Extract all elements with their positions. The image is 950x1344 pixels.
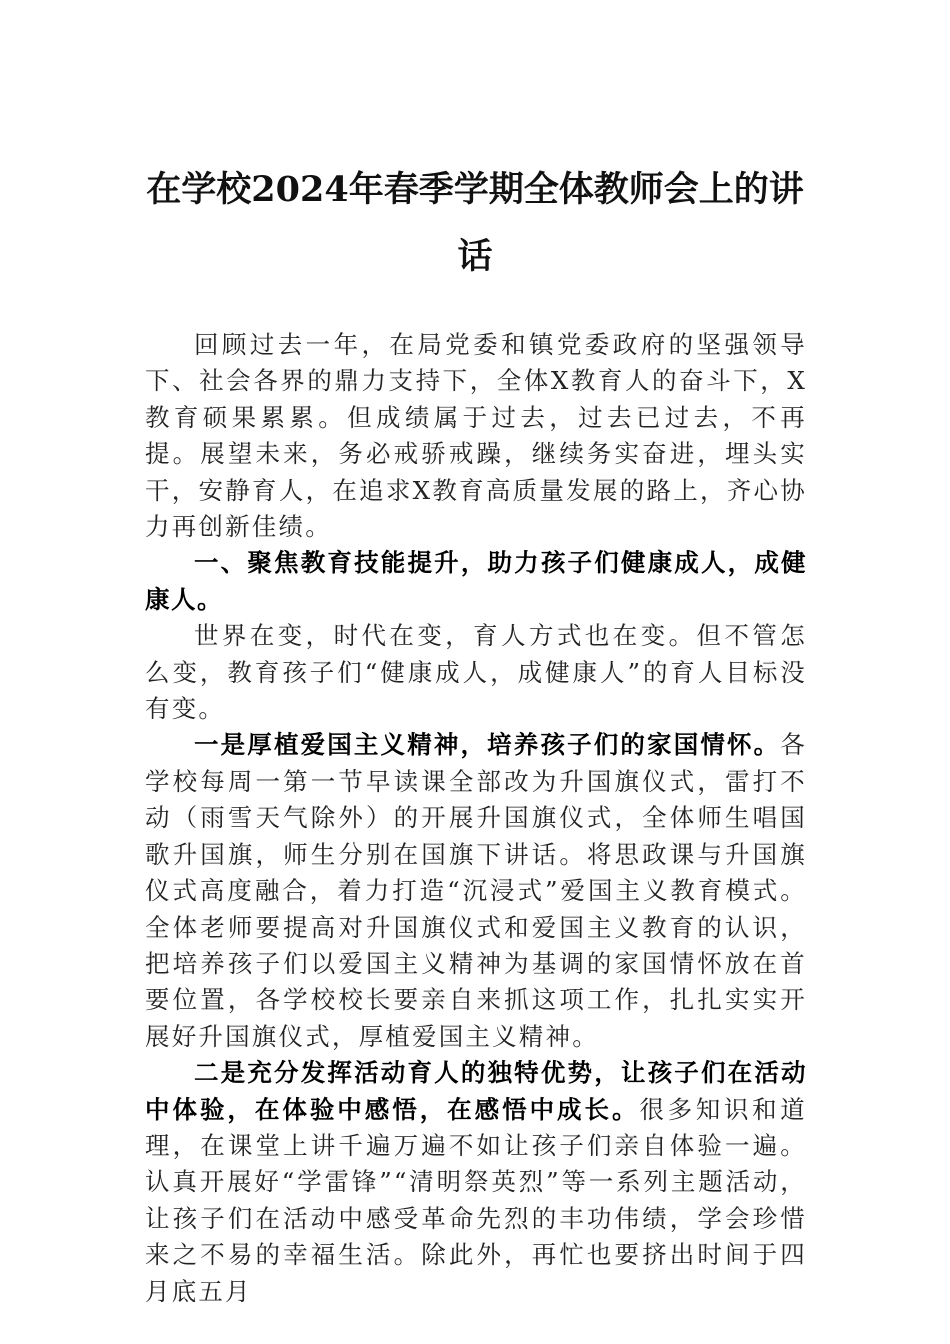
section-heading xyxy=(145,545,807,618)
document-body xyxy=(145,327,807,1310)
paragraph-text: 世界在变，时代在变，育人方式也在变。但不管怎么变，教育孩子们“健康成人，成健康人”的育人目标没有变。 xyxy=(145,621,807,724)
heading-text: 一、聚焦教育技能提升，助力孩子们健康成人，成健康人。 xyxy=(145,548,807,614)
section-intro-paragraph xyxy=(145,618,807,727)
point-two-lead: 二是充分发挥活动育人的独特优势，让孩子们在活动中体验，在体验中感悟，在感悟中成长。 xyxy=(145,1058,807,1124)
point-two-paragraph xyxy=(145,1055,807,1310)
intro-paragraph xyxy=(145,327,807,545)
point-one-paragraph xyxy=(145,727,807,1055)
point-one-lead: 一是厚植爱国主义精神，培养孩子们的家国情怀。 xyxy=(194,730,781,760)
paragraph-text: 各学校每周一第一节早读课全部改为升国旗仪式，雷打不动（雨雪天气除外）的开展升国旗仪式，全体师生唱国歌升国旗，师生分别在国旗下讲话。将思政课与升国旗仪式高度融合，着力打造“沉浸式”爱国主义教育模式。全体老师要提高对升国旗仪式和爱国主义教育的认识，把培养孩子们以爱国主义精神为基调的家国情怀放在首要位置，各学校校长要亲自来抓这项工作，扎扎实实开展好升国旗仪式，厚植爱国主义精神。 xyxy=(145,730,807,1051)
paragraph-text: 回顾过去一年，在局党委和镇党委政府的坚强领导下、社会各界的鼎力支持下，全体X教育人的奋斗下，X教育硕果累累。但成绩属于过去，过去已过去，不再提。展望未来，务必戒骄戒躁，继续务实奋进，埋头实干，安静育人，在追求X教育高质量发展的路上，齐心协力再创新佳绩。 xyxy=(145,330,807,542)
paragraph-text: 很多知识和道理，在课堂上讲千遍万遍不如让孩子们亲自体验一遍。认真开展好“学雷锋”“清明祭英烈”等一系列主题活动，让孩子们在活动中感受革命先烈的丰功伟绩，学会珍惜来之不易的幸福生活。除此外，再忙也要挤出时间于四月底五月 xyxy=(145,1094,807,1306)
document-title: 在学校2024年春季学期全体教师会上的讲话 xyxy=(146,169,804,277)
